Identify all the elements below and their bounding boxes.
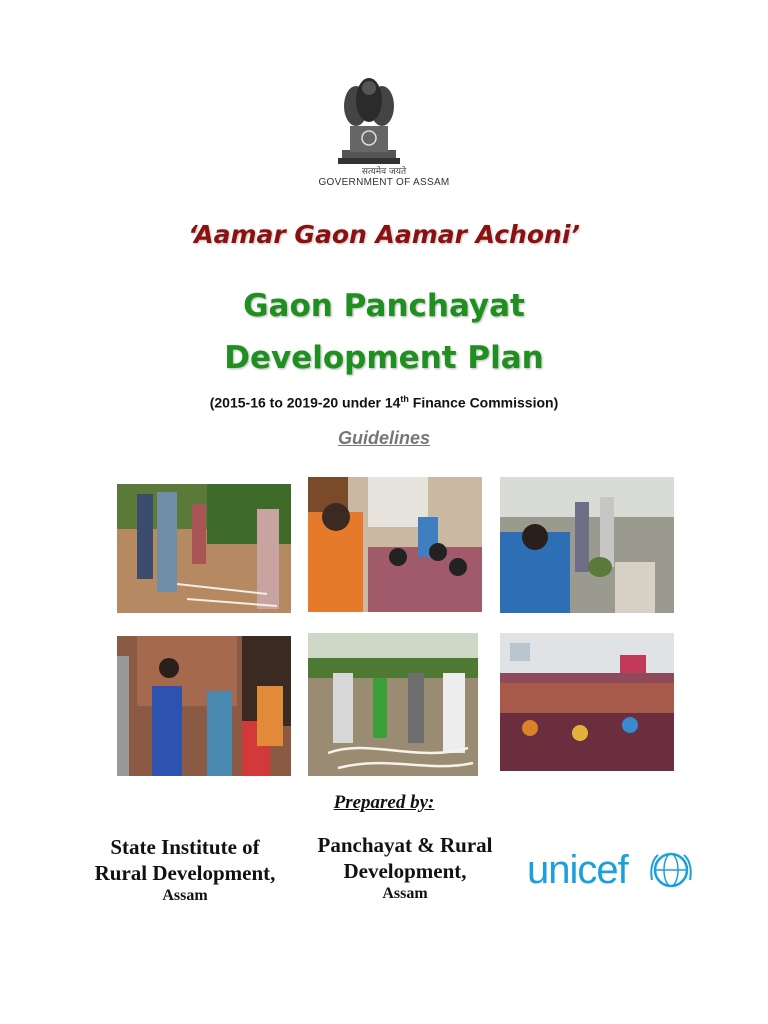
org1-line3: Assam: [162, 887, 208, 904]
org2-line2: Development,: [343, 859, 467, 883]
photo-women-meeting-indoors: [308, 477, 482, 612]
unicef-globe-icon: [649, 850, 693, 890]
photo-community-hall-gathering: [500, 633, 674, 771]
photo-villagers-marking-ground: [117, 484, 291, 613]
state-emblem-icon: [334, 76, 404, 172]
period-superscript: th: [400, 394, 409, 404]
photo-social-mapping-field: [308, 633, 478, 776]
unicef-wordmark: unicef: [527, 848, 628, 892]
unicef-logo: [527, 848, 697, 894]
period-text-end: Finance Commission): [408, 394, 559, 411]
org2-line3: Assam: [382, 885, 428, 902]
emblem-motto: सत्यमेव जयते: [361, 167, 407, 177]
title-line-2: Development Plan: [224, 340, 544, 376]
government-label: GOVERNMENT OF ASSAM: [318, 177, 450, 188]
title-line-1: Gaon Panchayat: [243, 288, 525, 324]
org-sird-assam: [72, 834, 298, 906]
photo-survey-with-family: [117, 636, 291, 776]
org2-line1: Panchayat & Rural: [317, 833, 493, 857]
tagline: ‘Aamar Gaon Aamar Achoni’: [188, 220, 580, 249]
org-panchayat-rural-development: [296, 832, 514, 904]
period-text-start: (2015-16 to 2019-20 under 14: [209, 394, 401, 411]
guidelines-heading: Guidelines: [337, 428, 431, 448]
period-text: [0, 394, 768, 411]
prepared-by-heading: Prepared by:: [333, 792, 435, 813]
org1-line1: State Institute of: [110, 835, 260, 859]
org1-line2: Rural Development,: [94, 861, 276, 885]
photo-group-discussion-outdoors: [500, 477, 674, 613]
